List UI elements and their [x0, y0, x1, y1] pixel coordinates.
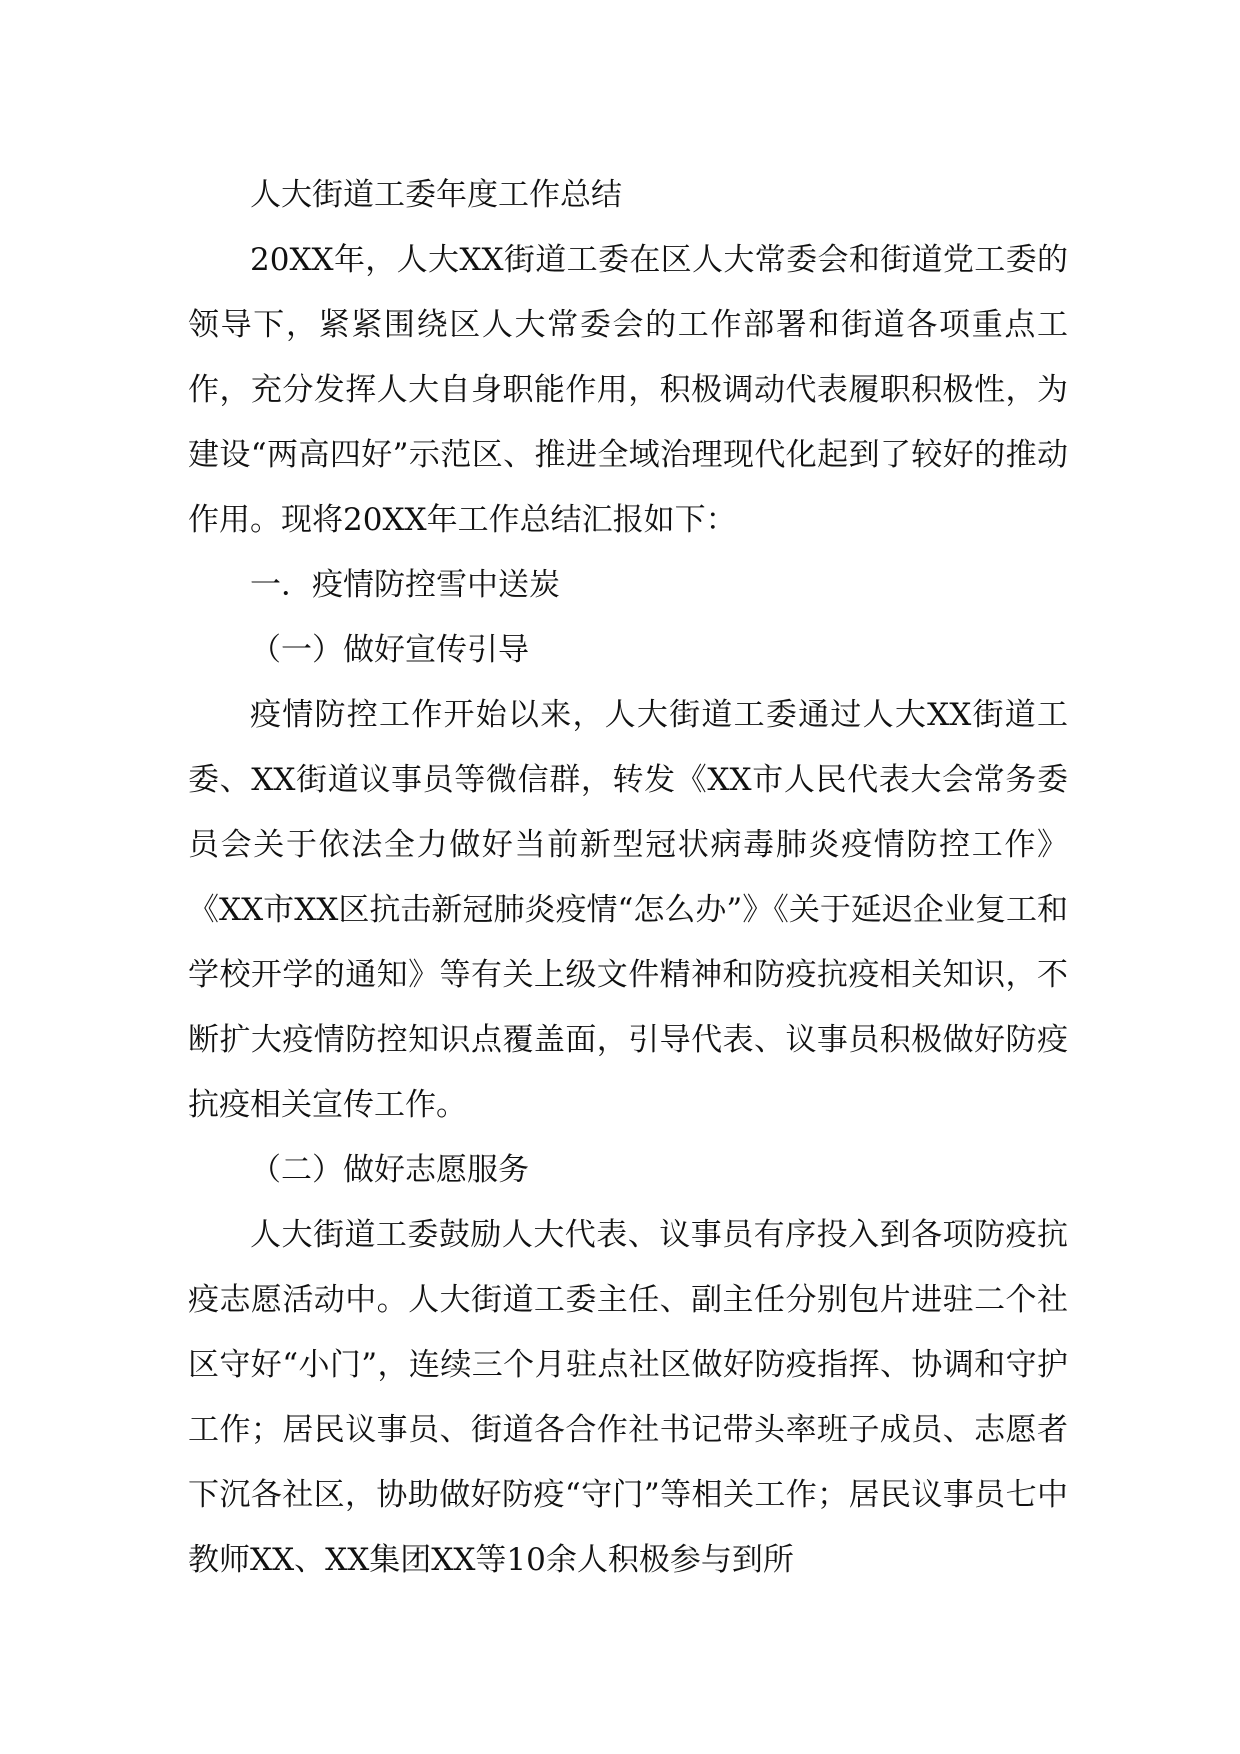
section-heading-1: 一．疫情防控雪中送炭 [250, 567, 560, 603]
subsection-heading-1: （一）做好宣传引导 [250, 632, 529, 668]
document-title: 人大街道工委年度工作总结 [250, 177, 622, 213]
subsection-heading-2: （二）做好志愿服务 [250, 1152, 529, 1188]
intro-paragraph: 20XX年，人大XX街道工委在区人大常委会和街道党工委的领导下，紧紧围绕区人大常委会的工作部署和街道各项重点工作，充分发挥人大自身职能作用，积极调动代表履职积极性，为建设“两高四好”示范区、推进全域治理现代化起到了较好的推动作用。现将20XX年工作总结汇报如下： [188, 242, 1068, 538]
subsection-body-2: 人大街道工委鼓励人大代表、议事员有序投入到各项防疫抗疫志愿活动中。人大街道工委主任、副主任分别包片进驻二个社区守好“小门”，连续三个月驻点社区做好防疫指挥、协调和守护工作；居民议事员、街道各合作社书记带头率班子成员、志愿者下沉各社区，协助做好防疫“守门”等相关工作；居民议事员七中教师XX、XX集团XX等10余人积极参与到所 [188, 1217, 1068, 1578]
document-body [188, 163, 1068, 1593]
subsection-body-1: 疫情防控工作开始以来，人大街道工委通过人大XX街道工委、XX街道议事员等微信群，转发《XX市人民代表大会常务委员会关于依法全力做好当前新型冠状病毒肺炎疫情防控工作》《XX市XX区抗击新冠肺炎疫情“怎么办”》《关于延迟企业复工和学校开学的通知》等有关上级文件精神和防疫抗疫相关知识，不断扩大疫情防控知识点覆盖面，引导代表、议事员积极做好防疫抗疫相关宣传工作。 [188, 697, 1068, 1123]
